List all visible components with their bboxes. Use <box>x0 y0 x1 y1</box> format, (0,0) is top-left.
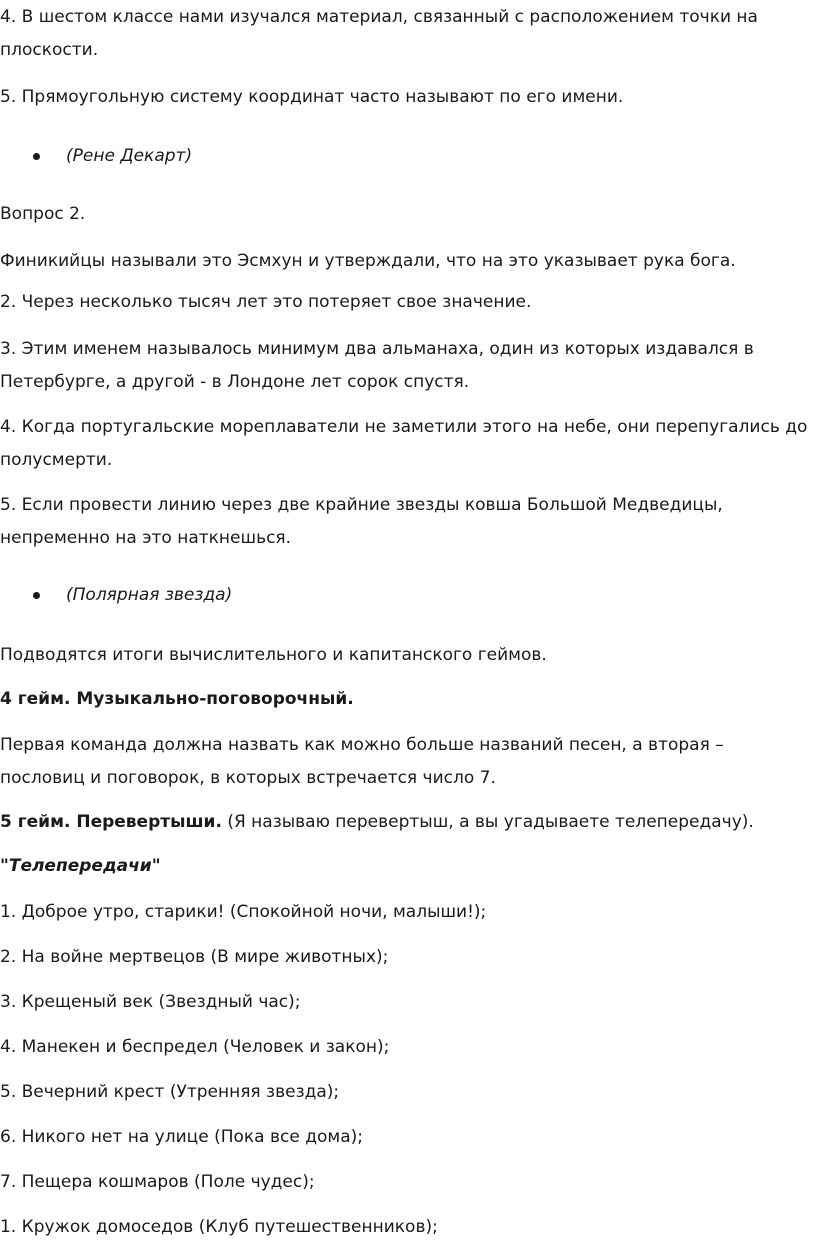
q1-item4-line2: плоскости. <box>0 40 99 60</box>
q2-heading: Вопрос 2. <box>0 204 86 224</box>
list-item: 4. Манекен и беспредел (Человек и закон); <box>0 1037 390 1057</box>
list-item: 1. Доброе утро, старики! (Спокойной ночи, малыши!); <box>0 902 487 922</box>
q2-item5-line1: 5. Если провести линию через две крайние звезды ковша Большой Медведицы, <box>0 495 723 515</box>
q1-item4-line1: 4. В шестом классе нами изучался материал, связанный с расположением точки на <box>0 7 758 27</box>
q2-item4-line2: полусмерти. <box>0 450 113 470</box>
q2-item3-line1: 3. Этим именем называлось минимум два альманаха, один из которых издавался в <box>0 339 754 359</box>
list-item: 5. Вечерний крест (Утренняя звезда); <box>0 1082 340 1102</box>
q2-item1: Финикийцы называли это Эсмхун и утверждали, что на это указывает рука бога. <box>0 251 736 271</box>
game5-desc: (Я называю перевертыш, а вы угадываете телепередачу). <box>227 812 754 832</box>
q2-item2: 2. Через несколько тысяч лет это потеряет свое значение. <box>0 292 532 312</box>
bullet-dot <box>33 592 40 599</box>
q1-item5: 5. Прямоугольную систему координат часто называют по его имени. <box>0 87 624 107</box>
list-item: 1. Кружок домоседов (Клуб путешественников); <box>0 1217 438 1237</box>
q2-item3-line2: Петербурге, а другой - в Лондоне лет сорок спустя. <box>0 372 470 392</box>
q1-answer: (Рене Декарт) <box>66 146 193 166</box>
list-item: 2. На войне мертвецов (В мире животных); <box>0 947 389 967</box>
q2-item5-line2: непременно на это наткнешься. <box>0 528 292 548</box>
bullet-dot <box>33 153 40 160</box>
game5-line <box>0 811 754 833</box>
game4-desc-line1: Первая команда должна назвать как можно больше названий песен, а вторая – <box>0 735 724 755</box>
summary-text: Подводятся итоги вычислительного и капитанского геймов. <box>0 645 547 665</box>
q2-item4-line1: 4. Когда португальские мореплаватели не заметили этого на небе, они перепугались до <box>0 417 808 437</box>
q2-answer: (Полярная звезда) <box>66 585 233 605</box>
game5-subtitle: "Телепередачи" <box>0 856 161 876</box>
list-item: 6. Никого нет на улице (Пока все дома); <box>0 1127 363 1147</box>
game5-title: 5 гейм. Перевертыши. <box>0 812 222 832</box>
list-item: 3. Крещеный век (Звездный час); <box>0 992 301 1012</box>
game4-desc-line2: пословиц и поговорок, в которых встречается число 7. <box>0 768 496 788</box>
game4-title: 4 гейм. Музыкально-поговорочный. <box>0 689 354 709</box>
list-item: 7. Пещера кошмаров (Поле чудес); <box>0 1172 315 1192</box>
